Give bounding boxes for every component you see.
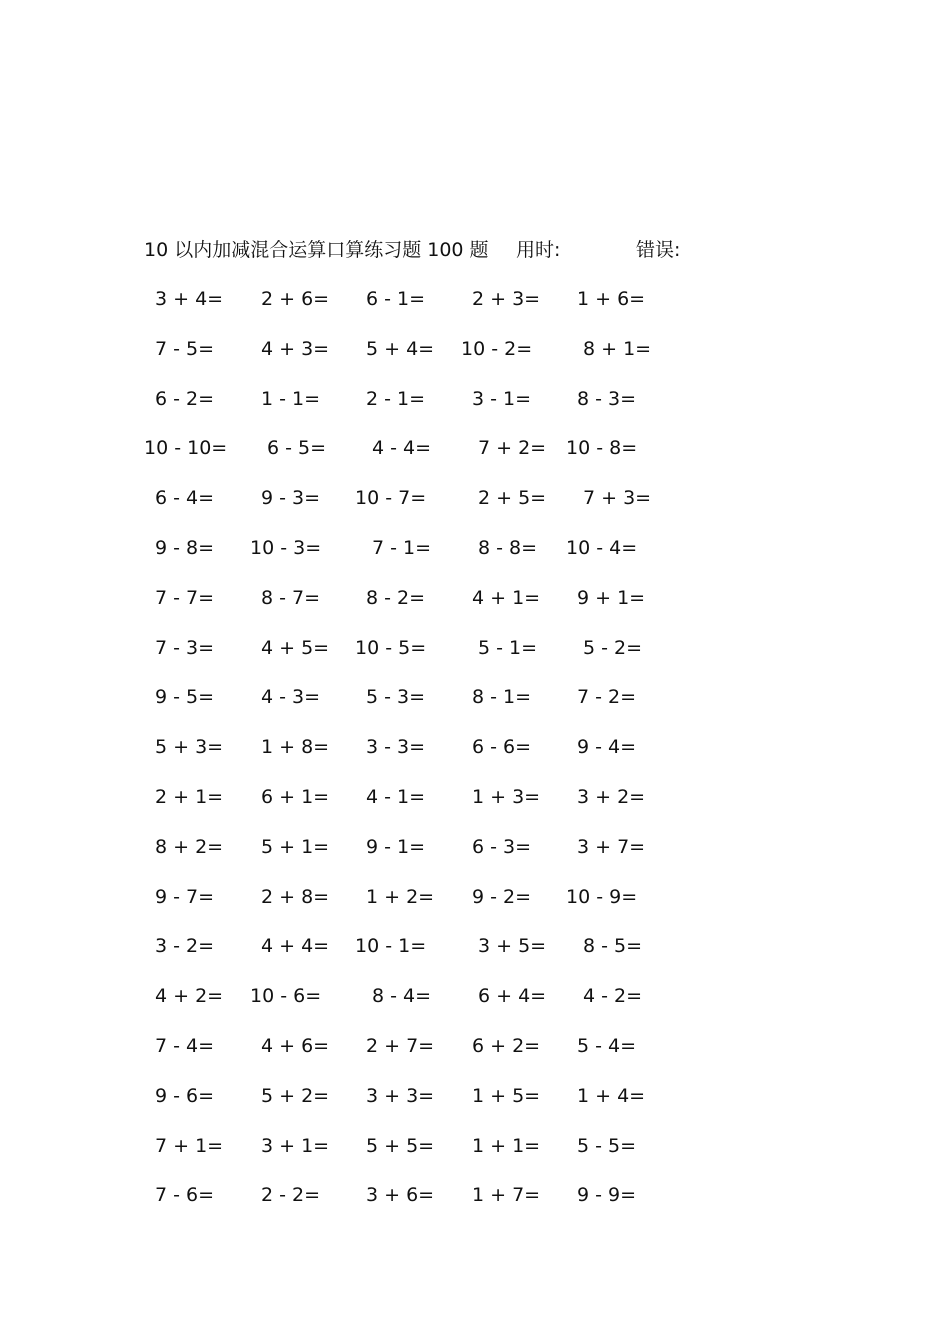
problem-item: 8 - 2= — [366, 586, 426, 609]
problem-item: 8 - 7= — [261, 586, 321, 609]
problem-item: 3 + 2= — [577, 785, 646, 808]
problem-row — [140, 434, 700, 484]
problem-item: 2 - 2= — [261, 1184, 321, 1207]
problem-item: 9 - 3= — [261, 487, 321, 510]
problem-item: 3 - 3= — [366, 736, 426, 759]
problem-item: 7 - 4= — [155, 1034, 215, 1057]
problem-row — [140, 1082, 700, 1132]
problem-row — [140, 683, 700, 733]
problem-item: 8 + 2= — [155, 835, 224, 858]
problem-item: 9 - 6= — [155, 1084, 215, 1107]
problem-item: 10 - 3= — [250, 536, 322, 559]
problem-item: 7 + 2= — [478, 437, 547, 460]
problem-item: 3 + 7= — [577, 835, 646, 858]
problem-item: 10 - 2= — [461, 337, 533, 360]
problem-item: 3 + 1= — [261, 1134, 330, 1157]
problem-item: 6 + 2= — [472, 1034, 541, 1057]
problem-row — [140, 1181, 700, 1231]
problem-item: 5 - 1= — [478, 636, 538, 659]
problem-item: 9 - 8= — [155, 536, 215, 559]
errors-label: 错误: — [636, 239, 681, 261]
problem-item: 1 + 1= — [472, 1134, 541, 1157]
problem-item: 1 + 2= — [366, 885, 435, 908]
problem-item: 6 - 6= — [472, 736, 532, 759]
problem-item: 9 - 4= — [577, 736, 637, 759]
problem-item: 4 - 4= — [372, 437, 432, 460]
problem-item: 1 + 7= — [472, 1184, 541, 1207]
problem-item: 6 - 1= — [366, 288, 426, 310]
problem-item: 10 - 10= — [144, 437, 228, 460]
problem-item: 6 - 3= — [472, 835, 532, 858]
problem-item: 5 - 4= — [577, 1034, 637, 1057]
problem-item: 3 + 5= — [478, 935, 547, 958]
problem-item: 2 + 3= — [472, 288, 541, 310]
problem-item: 10 - 7= — [355, 487, 427, 510]
problem-item: 2 + 7= — [366, 1034, 435, 1057]
problem-row — [140, 833, 700, 883]
problem-item: 8 - 8= — [478, 536, 538, 559]
problem-item: 1 + 3= — [472, 785, 541, 808]
problem-item: 10 - 8= — [566, 437, 638, 460]
problem-item: 7 - 7= — [155, 586, 215, 609]
problem-item: 4 + 1= — [472, 586, 541, 609]
problem-item: 4 + 3= — [261, 337, 330, 360]
problem-item: 2 + 6= — [261, 288, 330, 310]
problem-row — [140, 634, 700, 684]
problem-item: 9 - 2= — [472, 885, 532, 908]
problem-item: 3 + 3= — [366, 1084, 435, 1107]
problem-item: 4 + 2= — [155, 985, 224, 1008]
problem-item: 4 + 6= — [261, 1034, 330, 1057]
problem-item: 7 - 3= — [155, 636, 215, 659]
problem-row — [140, 733, 700, 783]
problem-row — [140, 982, 700, 1032]
problem-row — [140, 1132, 700, 1182]
problem-item: 4 - 1= — [366, 785, 426, 808]
problem-item: 4 + 4= — [261, 935, 330, 958]
problem-item: 2 + 8= — [261, 885, 330, 908]
problem-item: 5 - 3= — [366, 686, 426, 709]
problem-row — [140, 883, 700, 933]
problem-item: 2 + 1= — [155, 785, 224, 808]
problem-item: 5 - 5= — [577, 1134, 637, 1157]
problem-item: 8 - 3= — [577, 387, 637, 410]
problem-row — [140, 335, 700, 385]
problem-item: 7 + 1= — [155, 1134, 224, 1157]
problem-item: 1 + 6= — [577, 288, 646, 310]
problem-item: 10 - 4= — [566, 536, 638, 559]
problem-row — [140, 932, 700, 982]
problem-item: 10 - 5= — [355, 636, 427, 659]
problem-item: 10 - 1= — [355, 935, 427, 958]
problem-item: 3 - 1= — [472, 387, 532, 410]
problem-row — [140, 1032, 700, 1082]
problem-item: 8 - 1= — [472, 686, 532, 709]
problem-item: 7 - 6= — [155, 1184, 215, 1207]
problem-item: 5 + 4= — [366, 337, 435, 360]
problem-grid — [140, 285, 700, 1231]
problem-item: 6 - 5= — [267, 437, 327, 460]
problem-item: 3 - 2= — [155, 935, 215, 958]
problem-item: 7 - 1= — [372, 536, 432, 559]
problem-item: 1 - 1= — [261, 387, 321, 410]
problem-item: 5 + 3= — [155, 736, 224, 759]
problem-item: 2 - 1= — [366, 387, 426, 410]
problem-item: 7 - 5= — [155, 337, 215, 360]
problem-item: 6 - 2= — [155, 387, 215, 410]
problem-item: 10 - 6= — [250, 985, 322, 1008]
problem-item: 7 - 2= — [577, 686, 637, 709]
problem-row — [140, 584, 700, 634]
time-used-label: 用时: — [516, 239, 561, 261]
problem-item: 9 + 1= — [577, 586, 646, 609]
problem-item: 8 - 4= — [372, 985, 432, 1008]
problem-item: 5 + 1= — [261, 835, 330, 858]
problem-item: 7 + 3= — [583, 487, 652, 510]
problem-item: 6 + 1= — [261, 785, 330, 808]
problem-item: 8 - 5= — [583, 935, 643, 958]
problem-item: 5 + 2= — [261, 1084, 330, 1107]
problem-row — [140, 285, 700, 335]
problem-item: 8 + 1= — [583, 337, 652, 360]
problem-item: 9 - 1= — [366, 835, 426, 858]
problem-item: 3 + 4= — [155, 288, 224, 310]
problem-row — [140, 783, 700, 833]
problem-row — [140, 385, 700, 435]
problem-row — [140, 484, 700, 534]
problem-item: 10 - 9= — [566, 885, 638, 908]
problem-item: 4 - 3= — [261, 686, 321, 709]
problem-item: 4 - 2= — [583, 985, 643, 1008]
problem-item: 1 + 8= — [261, 736, 330, 759]
problem-item: 5 - 2= — [583, 636, 643, 659]
problem-item: 1 + 4= — [577, 1084, 646, 1107]
problem-item: 9 - 5= — [155, 686, 215, 709]
worksheet-header — [144, 236, 764, 264]
problem-item: 9 - 9= — [577, 1184, 637, 1207]
problem-item: 4 + 5= — [261, 636, 330, 659]
problem-item: 3 + 6= — [366, 1184, 435, 1207]
problem-item: 6 - 4= — [155, 487, 215, 510]
problem-item: 6 + 4= — [478, 985, 547, 1008]
problem-item: 2 + 5= — [478, 487, 547, 510]
worksheet-title: 10 以内加减混合运算口算练习题 100 题 — [144, 239, 489, 261]
problem-row — [140, 534, 700, 584]
problem-item: 1 + 5= — [472, 1084, 541, 1107]
problem-item: 9 - 7= — [155, 885, 215, 908]
problem-item: 5 + 5= — [366, 1134, 435, 1157]
